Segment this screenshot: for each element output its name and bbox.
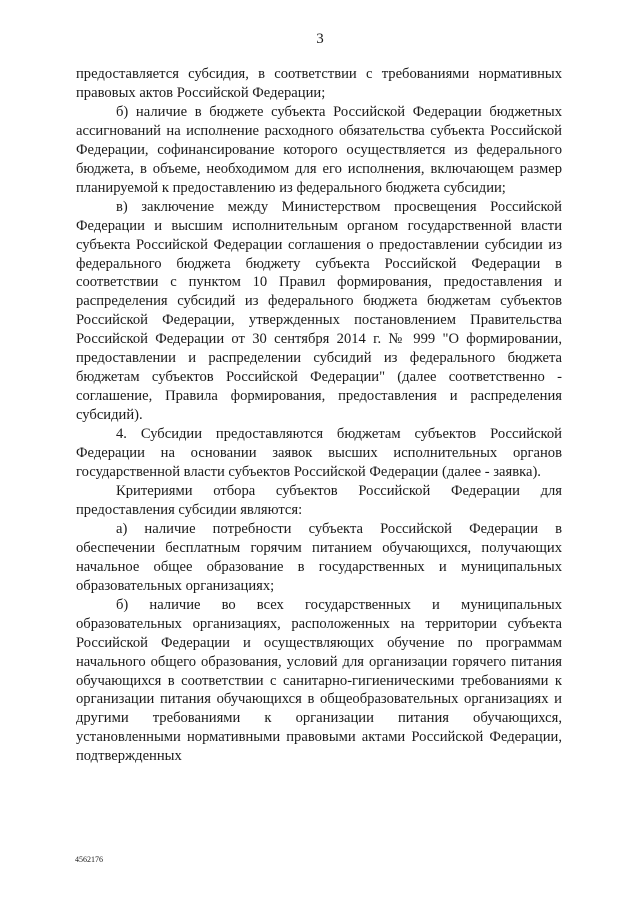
paragraph-clause-4: 4. Субсидии предоставляются бюджетам субъектов Российской Федерации на основании заявок высших исполнительных органов государственной власти субъектов Российской Федерации (далее - заявка).	[76, 426, 562, 481]
paragraph-criteria-intro: Критериями отбора субъектов Российской Федерации для предоставления субсидии являются:	[76, 482, 562, 518]
paragraph-criterion-a: а) наличие потребности субъекта Российской Федерации в обеспечении бесплатным горячим питанием обучающихся, получающих начальное общее образование в государственных и муниципальных образовательных организациях;	[76, 520, 562, 594]
paragraph-item-b-budget: б) наличие в бюджете субъекта Российской Федерации бюджетных ассигнований на исполнение расходного обязательства субъекта Российской Федерации, софинансирование которого осуществляется из федерального бюджета, в объеме, необходимом для его исполнения, включающем размер планируемой к предоставлению из федерального бюджета субсидии;	[76, 103, 562, 196]
document-body	[76, 65, 562, 766]
page-number: 3	[316, 31, 324, 47]
paragraph-criterion-b: б) наличие во всех государственных и муниципальных образовательных организациях, расположенных на территории субъекта Российской Федерации и осуществляющих обучение по программам начального общего образования, условий для организации горячего питания обучающихся в соответствии с санитарно-гигиеническими требованиями к организации питания обучающихся в общеобразовательных организациях и другими требованиями к организации питания обучающихся, установленными нормативными правовыми актами Российской Федерации, подтвержденных	[76, 596, 562, 765]
paragraph-item-v-agreement: в) заключение между Министерством просвещения Российской Федерации и высшим исполнительным органом государственной власти субъекта Российской Федерации соглашения о предоставлении субсидии из федерального бюджета бюджету субъекта Российской Федерации в соответствии с пунктом 10 Правил формирования, предоставления и распределения субсидий из федерального бюджета бюджетам субъектов Российской Федерации, утвержденных постановлением Правительства Российской Федерации от 30 сентября 2014 г. № 999 "О формировании, предоставлении и распределении субсидий из федерального бюджета бюджетам субъектов Российской Федерации" (далее соответственно - соглашение, Правила формирования, предоставления и распределения субсидий).	[76, 198, 562, 424]
document-code: 4562176	[75, 855, 103, 864]
paragraph-continuation: предоставляется субсидия, в соответствии с требованиями нормативных правовых актов Российской Федерации;	[76, 66, 562, 101]
